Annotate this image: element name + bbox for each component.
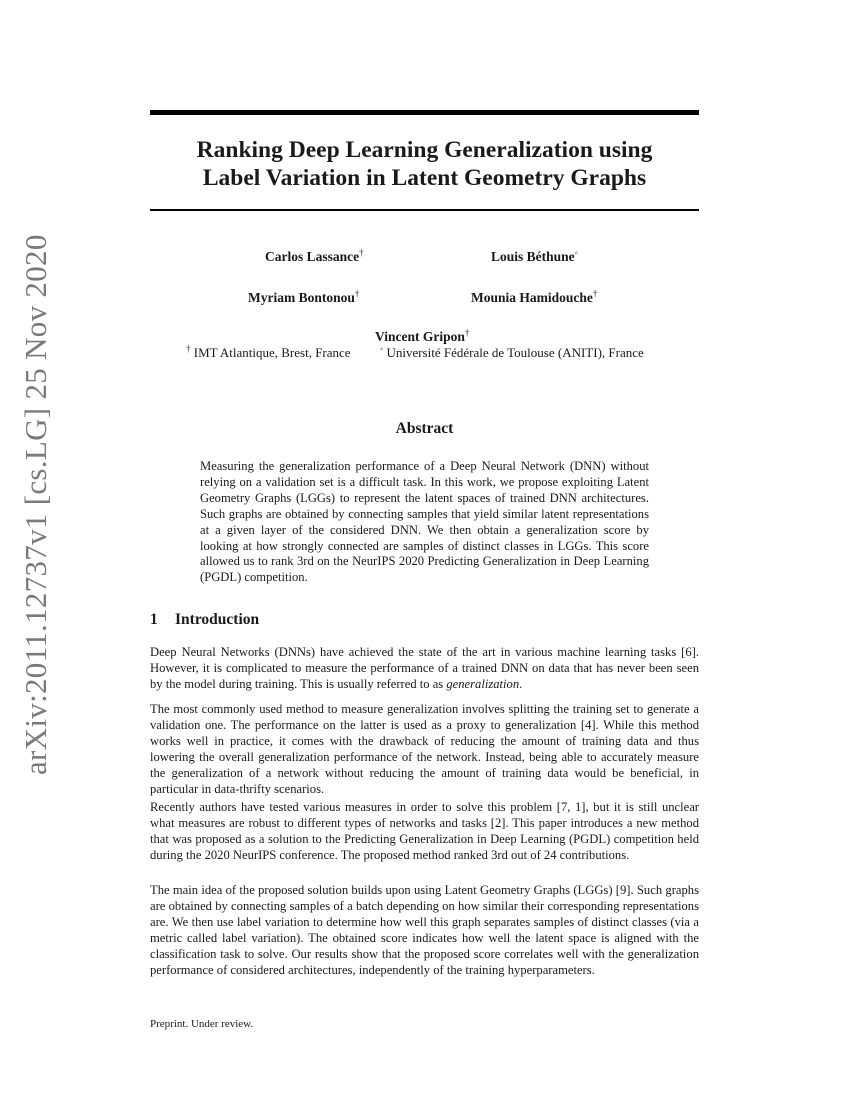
affiliation-mark: † <box>464 327 470 338</box>
affiliation-imt: † IMT Atlantique, Brest, France <box>186 343 351 360</box>
preprint-footer: Preprint. Under review. <box>150 1018 254 1030</box>
affiliation-mark: † <box>592 288 598 299</box>
title-line-2: Label Variation in Latent Geometry Graphs <box>202 165 647 191</box>
section-heading-introduction <box>150 611 259 629</box>
author-carlos-lassance: Carlos Lassance† <box>265 247 364 264</box>
author-louis-bethune: Louis Béthune◦ <box>491 247 578 264</box>
section-number: 1 <box>150 611 158 628</box>
intro-paragraph-1: Deep Neural Networks (DNNs) have achieved the state of the art in various machine learning tasks [6]. However, it is complicated to measure the performance of a trained DNN on data that has never been seen by the model during training. This is usually referred to as generalization. <box>150 645 699 691</box>
arxiv-identifier: arXiv:2011.12737v1 [cs.LG] 25 Nov 2020 <box>18 234 53 775</box>
abstract-heading: Abstract <box>395 420 454 437</box>
author-mounia-hamidouche: Mounia Hamidouche† <box>471 288 598 305</box>
title-bottom-rule <box>150 209 699 211</box>
title-top-rule <box>150 110 699 115</box>
author-vincent-gripon: Vincent Gripon† <box>375 327 470 344</box>
affiliation-mark: † <box>186 343 191 354</box>
emphasis-generalization: generalization <box>446 676 520 691</box>
affiliation-aniti: ◦ Université Fédérale de Toulouse (ANITI), France <box>380 343 644 360</box>
title-line-1: Ranking Deep Learning Generalization using <box>196 137 653 163</box>
intro-paragraph-3: Recently authors have tested various measures in order to solve this problem [7, 1], but it is still unclear what measures are robust to different types of networks and tasks [2]. This paper introduces a new method that was proposed as a solution to the Predicting Generalization in Deep Learning (PGDL) competition held during the 2020 NeurIPS conference. The proposed method ranked 3rd out of 24 contributions. <box>150 800 699 862</box>
abstract-text: Measuring the generalization performance of a Deep Neural Network (DNN) without relying on a validation set is a difficult task. In this work, we propose exploiting Latent Geometry Graphs (LGGs) to represent the latent spaces of trained DNN architectures. Such graphs are obtained by connecting samples that yield similar latent representations at a given layer of the considered DNN. We then obtain a generalization score by looking at how strongly connected are samples of distinct classes in LGGs. This score allowed us to rank 3rd on the NeurIPS 2020 Predicting Generalization in Deep Learning (PGDL) competition. <box>200 459 649 585</box>
intro-paragraph-4: The main idea of the proposed solution builds upon using Latent Geometry Graphs (LGGs) [9]. Such graphs are obtained by connecting samples of a batch depending on how similar their corresponding representations are. We then use label variation to determine how well this graph separates samples of distinct classes (via a metric called label variation). The obtained score indicates how well the latent space is aligned with the classification task to solve. Our results show that the proposed score correlates well with the generalization performance of considered architectures, independently of the training hyperparameters. <box>150 883 699 977</box>
author-myriam-bontonou: Myriam Bontonou† <box>248 288 360 305</box>
affiliation-mark: † <box>354 288 360 299</box>
section-title: Introduction <box>175 611 260 628</box>
affiliation-mark: ◦ <box>574 247 578 258</box>
intro-paragraph-2: The most commonly used method to measure generalization involves splitting the training set to generate a validation one. The performance on the latter is used as a proxy to generalization [4]. While this method works well in practice, it comes with the drawback of reducing the amount of training data and thus lowering the overall generalization performance of the network. Instead, being able to accurately measure the generalization of a network without reducing the amount of training data would be beneficial, in particular in data-thrifty scenarios. <box>150 702 699 796</box>
affiliation-mark: † <box>359 247 364 258</box>
paper-title <box>150 136 699 192</box>
affiliation-mark: ◦ <box>380 343 384 354</box>
